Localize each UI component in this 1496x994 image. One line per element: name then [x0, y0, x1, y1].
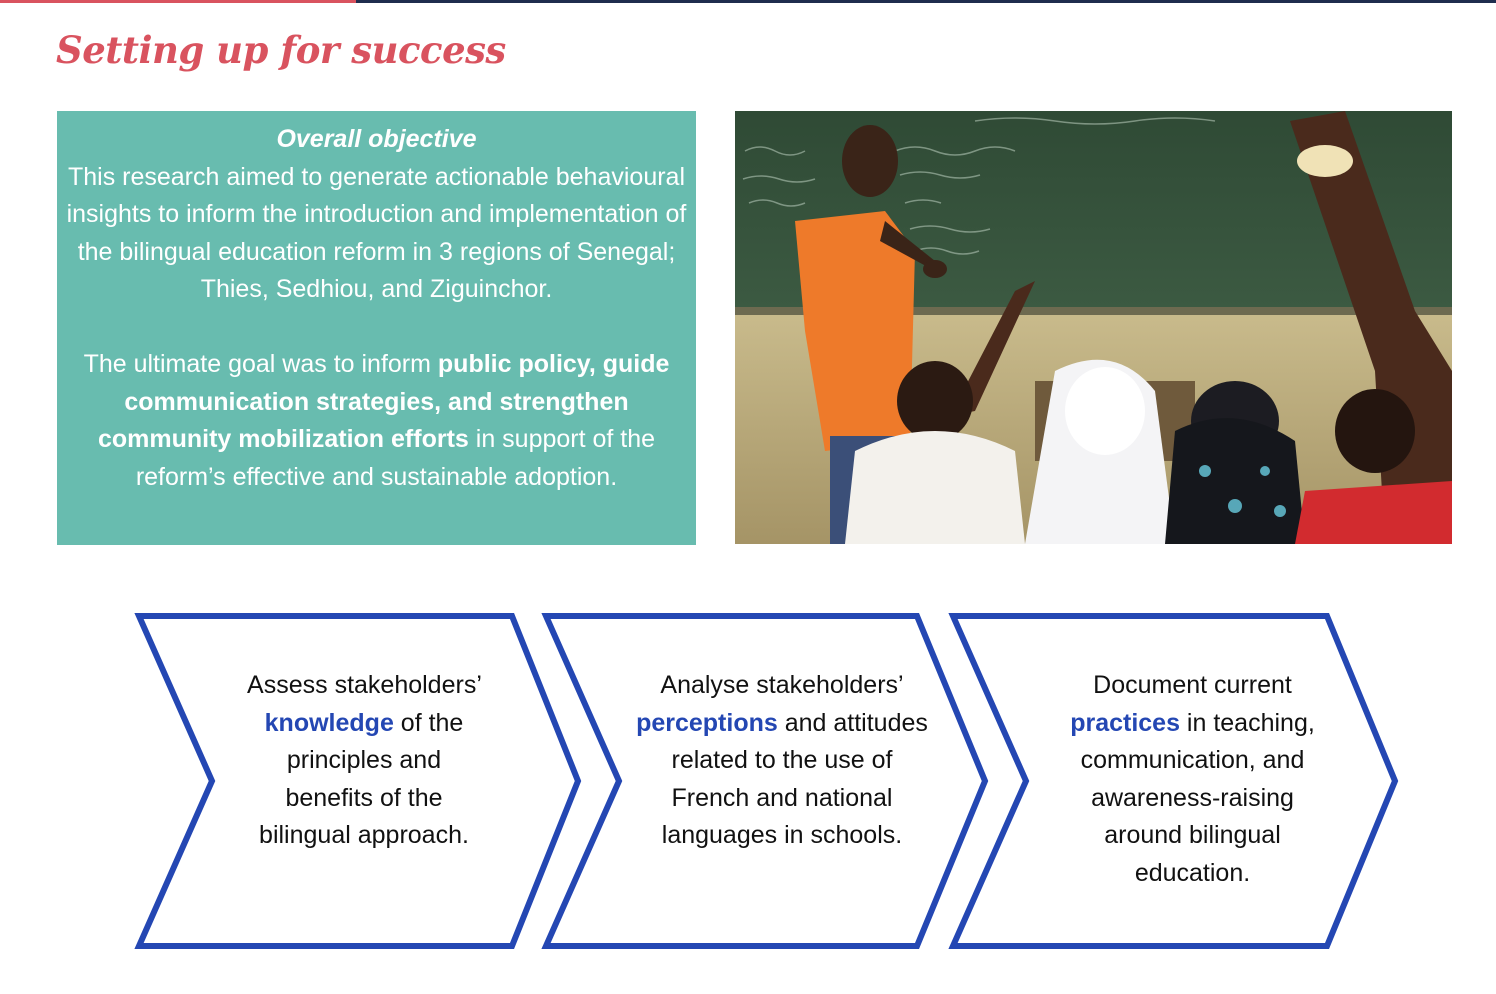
step-3-text	[1050, 667, 1335, 892]
objective-paragraph-2-tail: in support of the reform’s effective and sustainable adoption.	[135, 425, 656, 491]
step-3-tail: in teaching, communication, and awareness-raising around bilingual education.	[1080, 708, 1315, 887]
step-3-lead: Document current	[1093, 671, 1292, 699]
step-2-text	[636, 667, 928, 855]
objective-heading: Overall objective	[276, 125, 477, 153]
step-2-keyword: perceptions	[636, 708, 778, 737]
objective-paragraph-2-lead: The ultimate goal was to inform	[83, 350, 438, 378]
step-2-lead: Analyse stakeholders’	[660, 671, 904, 699]
step-1-keyword: knowledge	[264, 708, 394, 737]
step-1-text	[244, 667, 484, 855]
step-3-keyword: practices	[1070, 708, 1180, 737]
objective-paragraph-2-emphasis: public policy, guide communication strategies, and strengthen community mobilization efforts	[97, 350, 670, 453]
step-1-tail: of the principles and benefits of the bilingual approach.	[259, 708, 469, 849]
step-1-lead: Assess stakeholders’	[247, 671, 481, 699]
step-2-tail: and attitudes related to the use of French and national languages in schools.	[661, 708, 928, 849]
page-title: Setting up for success	[56, 28, 506, 72]
objective-paragraph-1: This research aimed to generate actionable behavioural insights to inform the introduction and implementation of the bilingual education reform in 3 regions of Senegal; Thies, Sedhiou, and Ziguinchor.	[66, 162, 687, 303]
